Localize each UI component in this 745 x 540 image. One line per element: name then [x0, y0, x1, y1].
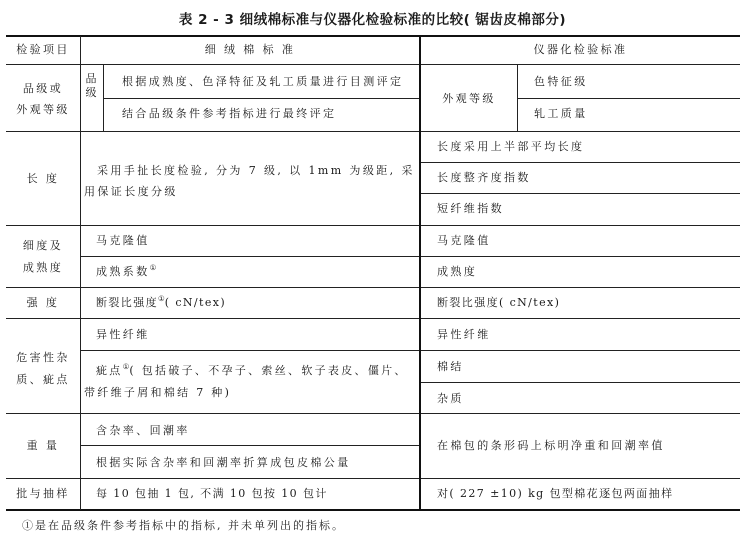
hazard-label-line2: 质、疵点 — [16, 373, 70, 386]
strength-label: 强 度 — [26, 296, 60, 309]
header-item: 检验项目 — [16, 43, 70, 56]
sampling-label: 批与抽样 — [16, 487, 70, 500]
standards-divider-rule — [419, 36, 421, 510]
hazard-inst-3: 杂质 — [437, 392, 464, 405]
grade-label-line2: 外观等级 — [16, 103, 70, 116]
length-inner-rule-2 — [420, 193, 740, 194]
footnote-marker: ① — [158, 294, 165, 303]
header-instrument-standard: 仪器化检验标准 — [533, 43, 628, 56]
length-label: 长 度 — [26, 172, 60, 185]
fineness-fine-1: 马克隆值 — [96, 234, 150, 247]
weight-label: 重 量 — [26, 439, 60, 452]
hazard-fine-2-suffix: ( 包括破子、不孕子、索丝、软子表皮、僵片、带纤维子屑和棉结 7 种) — [84, 364, 408, 399]
table-caption: 表 2 - 3 细绒棉标准与仪器化检验标准的比较( 锯齿皮棉部分) — [178, 12, 567, 28]
hazard-inst-inner-rule-1 — [420, 350, 740, 351]
strength-fine-prefix: 断裂比强度 — [96, 296, 158, 309]
item-column-rule — [80, 36, 81, 510]
weight-bottom-rule — [6, 478, 740, 479]
strength-inst: 断裂比强度( cN/tex) — [437, 296, 561, 309]
sampling-fine: 每 10 包抽 1 包, 不满 10 包按 10 包计 — [96, 487, 328, 500]
grade-fine-1: 根据成熟度、色泽特征及轧工质量进行目测评定 — [122, 75, 404, 88]
grade-label-line1: 品级或 — [22, 82, 64, 95]
footnote-marker: ① — [149, 263, 157, 272]
hazard-fine-inner-rule — [81, 350, 420, 351]
grade-inst-1: 色特征级 — [534, 75, 588, 88]
fineness-fine-2 — [96, 265, 156, 279]
hazard-fine-2-prefix: 疵点 — [96, 364, 123, 377]
footnote-marker: ① — [122, 362, 130, 371]
fineness-bottom-rule — [6, 287, 740, 288]
grade-sub-label: 品级 — [85, 72, 97, 99]
length-inst-1: 长度采用上半部平均长度 — [437, 140, 585, 153]
strength-bottom-rule — [6, 318, 740, 319]
weight-fine-1: 含杂率、回潮率 — [96, 424, 190, 437]
length-inst-2: 长度整齐度指数 — [437, 171, 531, 184]
hazard-inst-1: 异性纤维 — [437, 328, 491, 341]
strength-fine — [96, 296, 226, 310]
hazard-inst-inner-rule-2 — [420, 382, 740, 383]
grade-fine-2: 结合品级条件参考指标进行最终评定 — [122, 107, 337, 120]
hazard-fine-2 — [84, 360, 416, 404]
grade-inner-rule — [103, 98, 420, 99]
footnote: ①是在品级条件参考指标中的指标, 并未单列出的指标。 — [22, 519, 345, 532]
grade-inst-label: 外观等级 — [442, 92, 496, 105]
grade-inst-inner-rule — [517, 98, 740, 99]
fineness-label-line1: 细度及 — [22, 239, 64, 252]
hazard-label-line1: 危害性杂 — [16, 351, 70, 364]
header-bottom-rule — [6, 64, 740, 65]
weight-inner-rule — [81, 445, 420, 446]
table-top-rule — [6, 35, 740, 37]
fineness-inner-rule — [81, 256, 740, 257]
fineness-inst-1: 马克隆值 — [437, 234, 491, 247]
length-fine: 采用手扯长度检验, 分为 7 级, 以 1mm 为级距, 采用保证长度分级 — [84, 164, 415, 198]
grade-inst-column-rule — [517, 65, 518, 131]
fineness-inst-2: 成熟度 — [437, 265, 478, 278]
sampling-inst: 对( 227 ±10) kg 包型棉花逐包两面抽样 — [437, 487, 674, 500]
weight-inst: 在棉包的条形码上标明净重和回潮率值 — [437, 439, 665, 452]
length-inst-3: 短纤维指数 — [437, 202, 504, 215]
length-bottom-rule — [6, 225, 740, 226]
hazard-inst-2: 棉结 — [437, 360, 464, 373]
fineness-fine-2-text: 成熟系数 — [96, 265, 150, 278]
hazard-fine-1: 异性纤维 — [96, 328, 150, 341]
fineness-label-line2: 成熟度 — [22, 261, 64, 274]
header-fine-cotton-standard: 细 绒 棉 标 准 — [204, 43, 296, 56]
grade-bottom-rule — [6, 131, 740, 132]
length-inner-rule-1 — [420, 162, 740, 163]
weight-fine-2: 根据实际含杂率和回潮率折算成包皮棉公量 — [96, 456, 351, 469]
grade-sub-column-rule — [103, 65, 104, 131]
hazard-bottom-rule — [6, 413, 740, 414]
strength-fine-suffix: ( cN/tex) — [164, 296, 227, 309]
table-bottom-rule — [6, 509, 740, 511]
grade-inst-2: 轧工质量 — [534, 107, 588, 120]
